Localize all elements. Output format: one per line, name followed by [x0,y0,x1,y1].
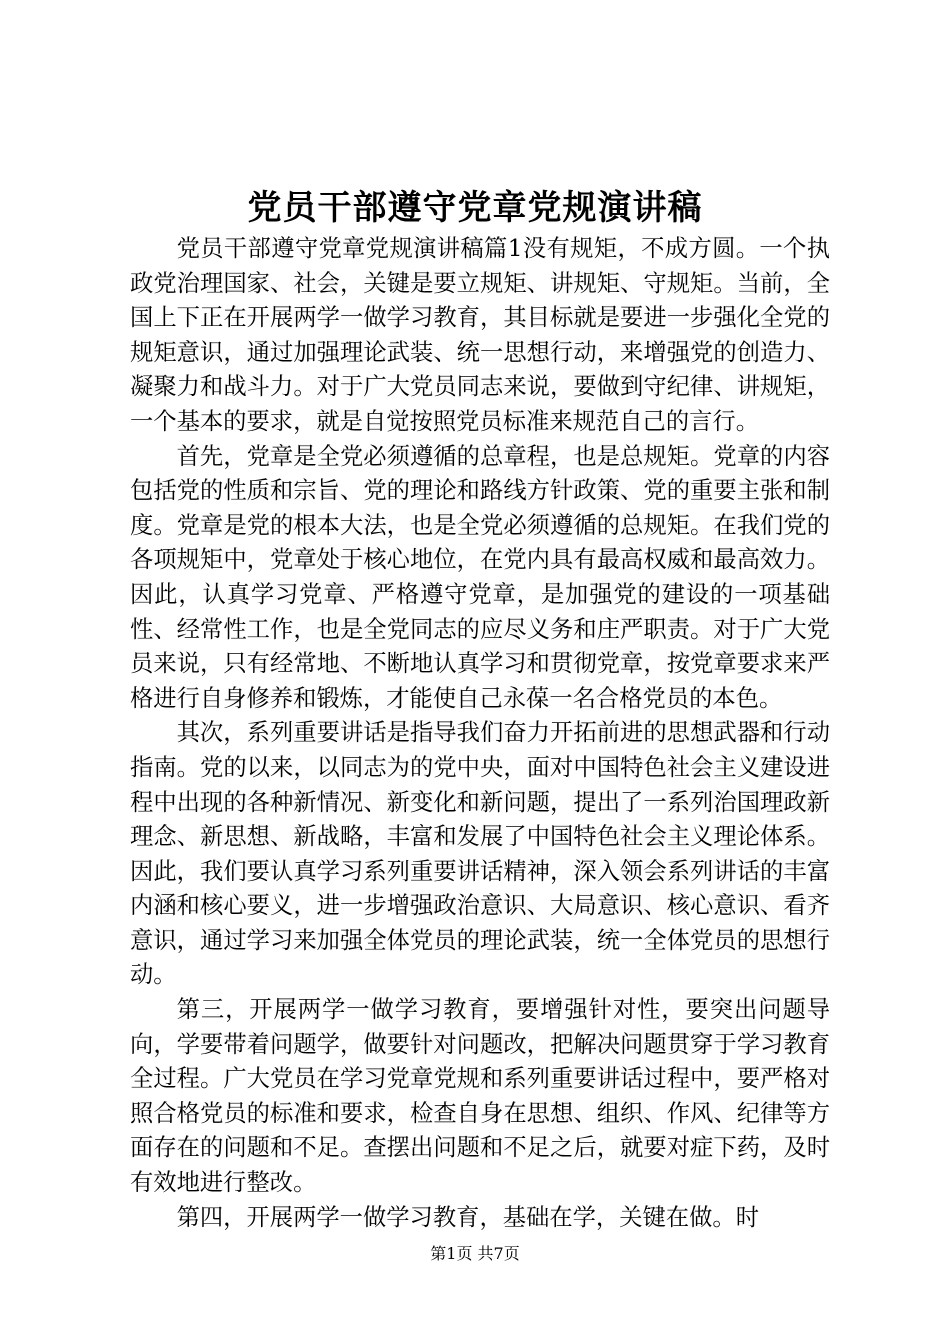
document-body [130,232,830,1235]
paragraph-1: 党员干部遵守党章党规演讲稿篇1没有规矩，不成方圆。一个执政党治理国家、社会，关键是要立规矩、讲规矩、守规矩。当前，全国上下正在开展两学一做学习教育，其目标就是要进一步强化全党的规矩意识，通过加强理论武装、统一思想行动，来增强党的创造力、凝聚力和战斗力。对于广大党员同志来说，要做到守纪律、讲规矩，一个基本的要求，就是自觉按照党员标准来规范自己的言行。 [130,235,830,435]
paragraph-2: 首先，党章是全党必须遵循的总章程，也是总规矩。党章的内容包括党的性质和宗旨、党的理论和路线方针政策、党的重要主张和制度。党章是党的根本大法，也是全党必须遵循的总规矩。在我们党的各项规矩中，党章处于核心地位，在党内具有最高权威和最高效力。因此，认真学习党章、严格遵守党章，是加强党的建设的一项基础性、经常性工作，也是全党同志的应尽义务和庄严职责。对于广大党员来说，只有经常地、不断地认真学习和贯彻党章，按党章要求来严格进行自身修养和锻炼，才能使自己永葆一名合格党员的本色。 [130,442,830,712]
document-title: 党员干部遵守党章党规演讲稿 [247,188,703,228]
paragraph-4: 第三，开展两学一做学习教育，要增强针对性，要突出问题导向，学要带着问题学，做要针对问题改，把解决问题贯穿于学习教育全过程。广大党员在学习党章党规和系列重要讲话过程中，要严格对照合格党员的标准和要求，检查自身在思想、组织、作风、纪律等方面存在的问题和不足。查摆出问题和不足之后，就要对症下药，及时有效地进行整改。 [130,996,830,1197]
paragraph-5: 第四，开展两学一做学习教育，基础在学，关键在做。时 [176,1203,760,1231]
paragraph-3: 其次，系列重要讲话是指导我们奋力开拓前进的思想武器和行动指南。党的以来，以同志为的党中央，面对中国特色社会主义建设进程中出现的各种新情况、新变化和新问题，提出了一系列治国理政新理念、新思想、新战略，丰富和发展了中国特色社会主义理论体系。因此，我们要认真学习系列重要讲话精神，深入领会系列讲话的丰富内涵和核心要义，进一步增强政治意识、大局意识、核心意识、看齐意识，通过学习来加强全体党员的理论武装，统一全体党员的思想行动。 [130,719,830,989]
page-footer: 第1页 共7页 [430,1244,520,1263]
